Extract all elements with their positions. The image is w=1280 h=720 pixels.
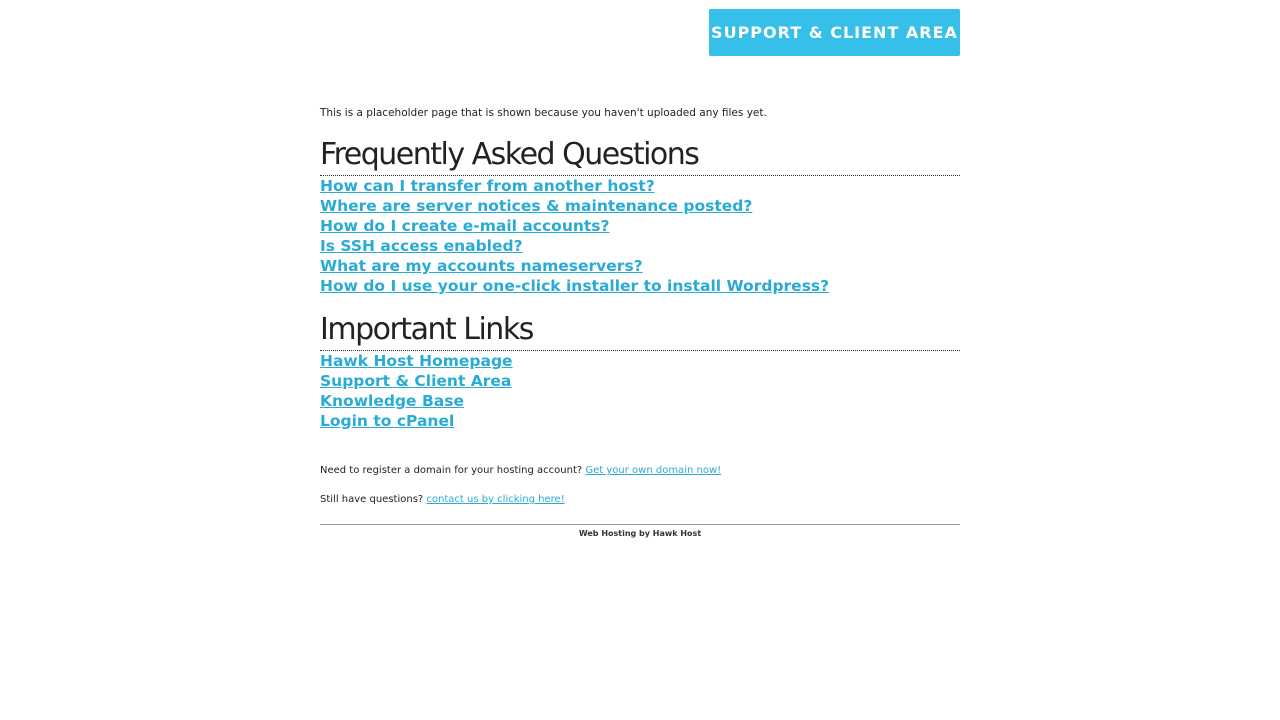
link-knowledge-base[interactable]: Knowledge Base [320,392,464,410]
faq-item [320,196,829,216]
faq-link-server-notices[interactable]: Where are server notices & maintenance posted? [320,197,753,215]
page-container [320,0,960,720]
support-client-area-button[interactable]: SUPPORT & CLIENT AREA [709,9,960,56]
faq-item [320,276,829,296]
faq-link-wordpress-installer[interactable]: How do I use your one-click installer to install Wordpress? [320,277,830,295]
important-links-heading: Important Links [320,312,960,351]
faq-link-transfer[interactable]: How can I transfer from another host? [320,177,655,195]
important-link-item [320,371,513,391]
footer-credit: Web Hosting by Hawk Host [578,529,702,538]
important-links-list [320,351,513,431]
important-link-item [320,391,513,411]
contact-note-text: Still have questions? [320,494,424,505]
contact-note [320,493,565,507]
faq-item [320,176,829,196]
get-domain-link[interactable]: Get your own domain now! [585,465,722,476]
footer-divider [320,524,960,525]
important-link-item [320,411,513,431]
faq-heading: Frequently Asked Questions [320,137,960,176]
important-link-item [320,351,513,371]
domain-note [320,464,721,478]
faq-item [320,236,829,256]
domain-note-text: Need to register a domain for your hosting account? [320,465,583,476]
faq-link-nameservers[interactable]: What are my accounts nameservers? [320,257,643,275]
link-support-client-area[interactable]: Support & Client Area [320,372,512,390]
faq-link-ssh-access[interactable]: Is SSH access enabled? [320,237,523,255]
faq-link-email-accounts[interactable]: How do I create e-mail accounts? [320,217,610,235]
link-hawk-host-homepage[interactable]: Hawk Host Homepage [320,352,513,370]
contact-us-link[interactable]: contact us by clicking here! [426,494,565,505]
link-login-cpanel[interactable]: Login to cPanel [320,412,455,430]
intro-text: This is a placeholder page that is shown because you haven't uploaded any files yet. [320,107,767,119]
faq-item [320,256,829,276]
faq-item [320,216,829,236]
faq-list [320,176,829,296]
